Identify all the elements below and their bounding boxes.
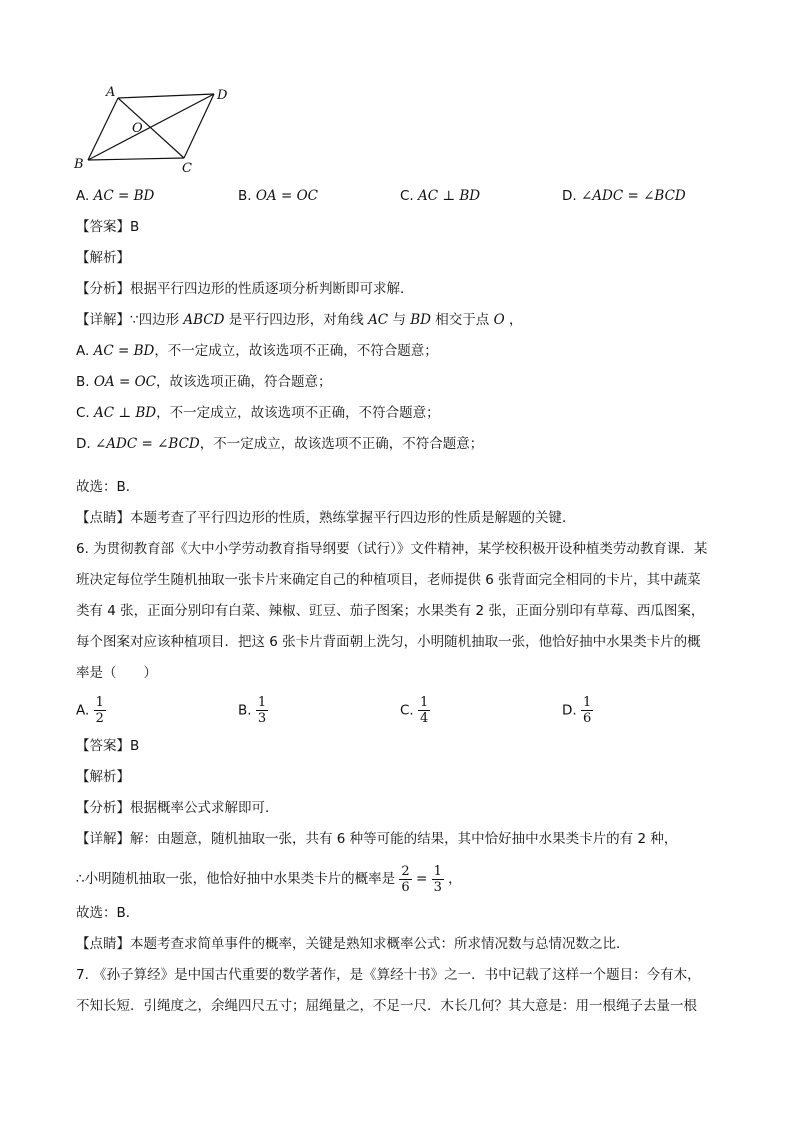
q6-analysis: 【分析】根据概率公式求解即可． xyxy=(76,800,279,816)
q7-stem-line: 不知长短．引绳度之，余绳四尺五寸；屈绳量之，不足一尺．木长几何？其大意是：用一根绳子去量一根 xyxy=(76,998,697,1014)
q7-stem-line: 7. 《孙子算经》是中国古代重要的数学著作，是《算经十书》之一．书中记载了这样一个题目：今有木， xyxy=(76,967,701,983)
q6-option-b: B. $\frac{1}{3}$ xyxy=(238,695,267,726)
vertex-label-a: A xyxy=(106,85,116,100)
side-cb xyxy=(88,158,184,160)
q6-stem-line: 班决定每位学生随机抽取一张卡片来确定自己的种植项目，老师提供 6 张背面完全相同的卡片，其中蔬菜 xyxy=(76,572,701,588)
q6-comment: 【点睛】本题考查求简单事件的概率，关键是熟知求概率公式：所求情况数与总情况数之比． xyxy=(76,936,630,952)
vertex-label-c: C xyxy=(182,161,192,176)
fraction: $\frac{2}{6}$ xyxy=(401,863,410,895)
q6-option-c: C. $\frac{1}{4}$ xyxy=(400,695,429,726)
q5-choice: 故选：B． xyxy=(76,479,140,495)
fraction: $\frac{1}{3}$ xyxy=(257,695,267,726)
q5-detail-item-d: D. ∠ADC = ∠BCD，不一定成立，故该选项不正确，不符合题意； xyxy=(76,436,484,452)
q5-detail: 【详解】∵四边形 ABCD 是平行四边形，对角线 AC 与 BD 相交于点 O ， xyxy=(76,312,523,328)
fraction: $\frac{1}{4}$ xyxy=(420,695,429,726)
q5-detail-item-c: C. AC ⊥ BD，不一定成立，故该选项不正确，不符合题意； xyxy=(76,405,440,421)
q5-detail-item-a: A. AC = BD，不一定成立，故该选项不正确，不符合题意； xyxy=(76,343,438,359)
q6-option-a: A. $\frac{1}{2}$ xyxy=(76,695,104,726)
q6-answer: 【答案】B xyxy=(76,738,140,754)
q5-option-c: C. AC ⊥ BD xyxy=(400,188,481,204)
q5-answer: 【答案】B xyxy=(76,219,140,235)
q6-stem-line: 每个图案对应该种植项目．把这 6 张卡片背面朝上洗匀，小明随机抽取一张，他恰好抽中水果类卡片的概 xyxy=(76,634,701,650)
vertex-label-d: D xyxy=(217,88,228,103)
q5-detail-item-b: B. OA = OC，故该选项正确，符合题意； xyxy=(76,374,332,390)
parallelogram-figure xyxy=(70,80,240,180)
fraction: $\frac{1}{3}$ xyxy=(433,863,442,895)
q6-stem-line: 类有 4 张，正面分别印有白菜、辣椒、豇豆、茄子图案；水果类有 2 张，正面分别印有草莓、西瓜图案， xyxy=(76,603,705,619)
diagonal-ac xyxy=(118,98,184,158)
q5-option-a: A. AC = BD xyxy=(76,188,155,204)
side-ad xyxy=(118,94,214,98)
q6-analysis-heading: 【解析】 xyxy=(76,769,130,785)
q6-choice: 故选：B． xyxy=(76,905,140,921)
q5-analysis: 【分析】根据平行四边形的性质逐项分析判断即可求解． xyxy=(76,281,414,297)
q5-analysis-heading: 【解析】 xyxy=(76,250,130,266)
q6-stem-line: 率是（ ） xyxy=(76,665,157,681)
q5-option-b: B. OA = OC xyxy=(238,188,318,204)
center-label-o: O xyxy=(132,121,143,136)
vertex-label-b: B xyxy=(74,157,84,172)
q5-option-d: D. ∠ADC = ∠BCD xyxy=(562,188,686,204)
q6-conclusion: ∴小明随机抽取一张，他恰好抽中水果类卡片的概率是 $\frac{2}{6}$ = $\frac{1}{3}$ ， xyxy=(76,863,462,895)
q6-stem-line: 6. 为贯彻教育部《大中小学劳动教育指导纲要（试行）》文件精神，某学校积极开设种植类劳动教育课．某 xyxy=(76,541,708,557)
q6-option-d: D. $\frac{1}{6}$ xyxy=(562,695,592,726)
fraction: $\frac{1}{2}$ xyxy=(95,695,104,726)
diagonal-bd xyxy=(88,94,214,160)
q5-comment: 【点睛】本题考查了平行四边形的性质，熟练掌握平行四边形的性质是解题的关键． xyxy=(76,510,576,526)
side-ba xyxy=(88,98,118,160)
fraction: $\frac{1}{6}$ xyxy=(582,695,592,726)
side-dc xyxy=(184,94,214,158)
q6-detail: 【详解】解：由题意，随机抽取一张，共有 6 种等可能的结果，其中恰好抽中水果类卡片的有 2 种， xyxy=(76,831,678,847)
